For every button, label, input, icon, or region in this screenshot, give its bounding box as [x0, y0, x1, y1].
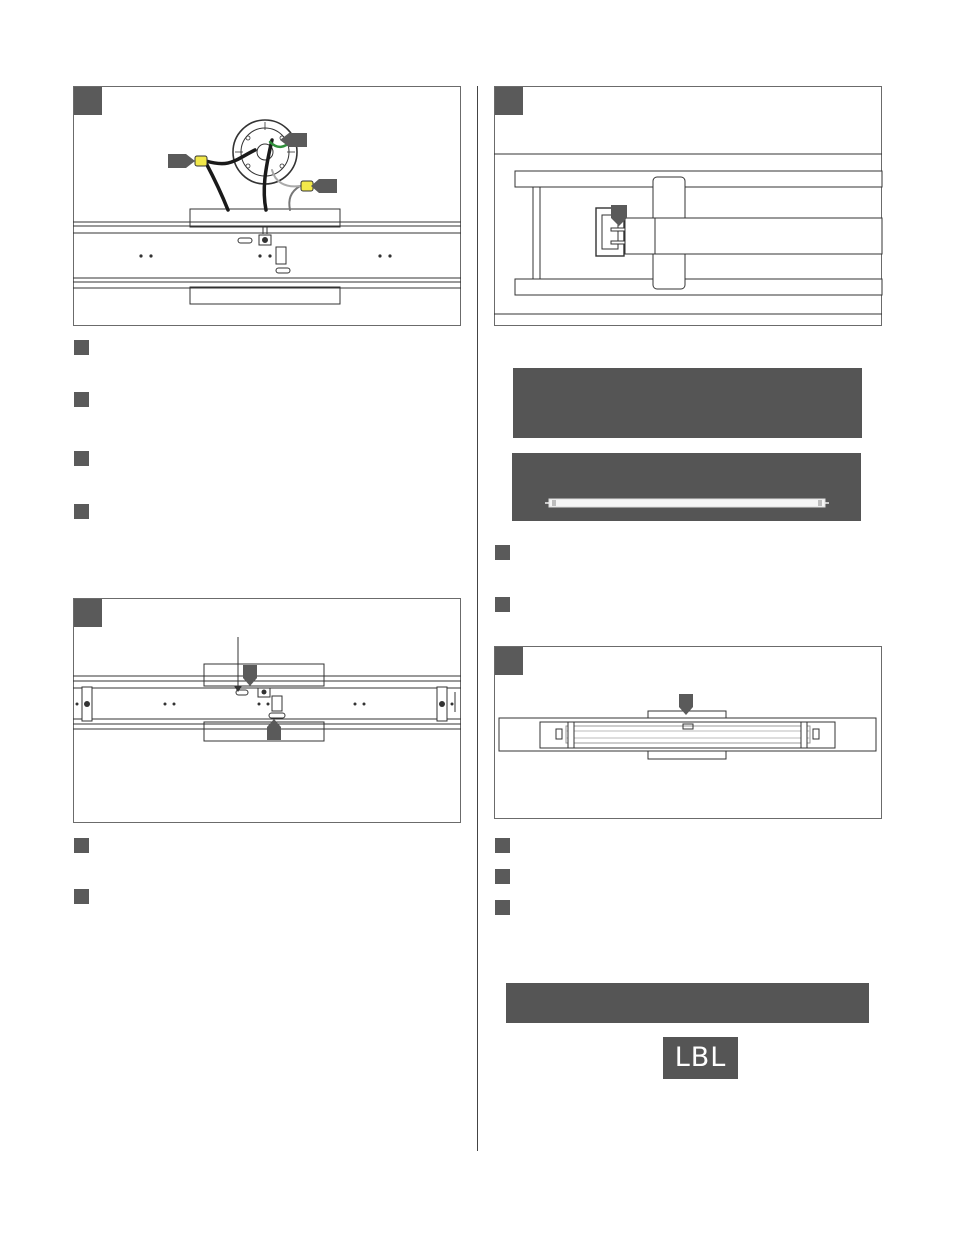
column-divider — [477, 86, 478, 1151]
step-4-badge — [495, 647, 523, 675]
lamp-spec-box — [512, 453, 861, 521]
step-2-badge — [74, 599, 102, 627]
step-3-bullet-a — [495, 545, 510, 560]
step-3-badge — [495, 87, 523, 115]
step-1-panel — [73, 86, 461, 326]
step-1-bullet-c — [74, 451, 89, 466]
warranty-bar — [506, 983, 869, 1023]
step-3-bullet-b — [495, 597, 510, 612]
lamp-tube-icon — [512, 453, 861, 521]
step-3-panel — [494, 86, 882, 326]
step-2-bullet-b — [74, 889, 89, 904]
lbl-logo: LBL — [663, 1037, 738, 1079]
step-1-bullet-d — [74, 504, 89, 519]
step-2-panel — [73, 598, 461, 823]
step-1-bullet-a — [74, 340, 89, 355]
caution-box — [513, 368, 862, 438]
step-1-badge — [74, 87, 102, 115]
step-4-bullet-a — [495, 838, 510, 853]
step-2-bullet-a — [74, 838, 89, 853]
step-4-panel — [494, 646, 882, 819]
step-4-bullet-b — [495, 869, 510, 884]
step-1-bullet-b — [74, 392, 89, 407]
step-4-bullet-c — [495, 900, 510, 915]
